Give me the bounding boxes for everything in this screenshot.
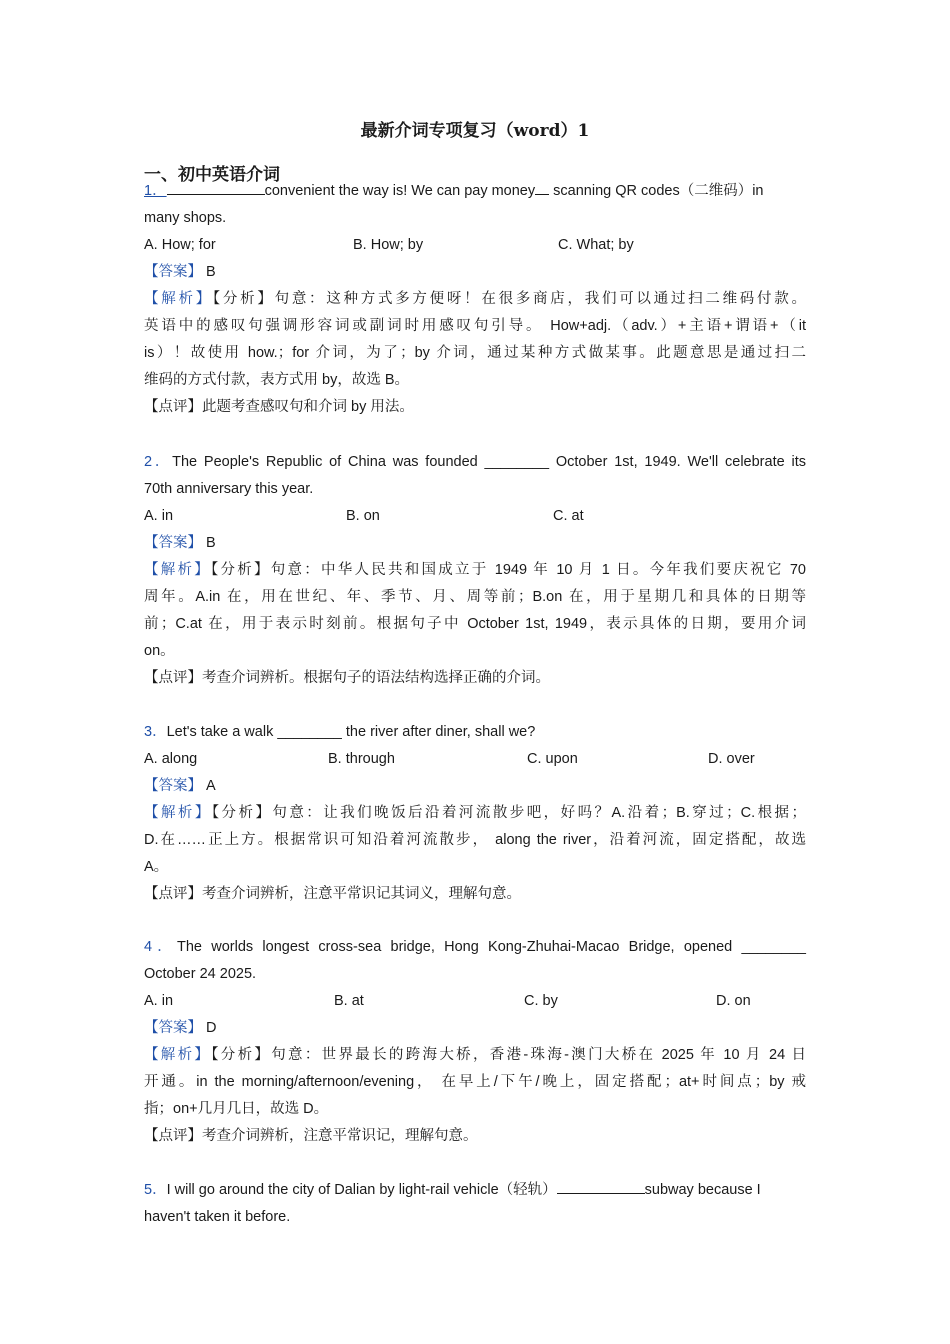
question-4-stem: 4．The worlds longest cross-sea bridge, Hong Kong-Zhuhai-Macao Bridge, opened ________	[144, 939, 806, 955]
analysis-line: 前；C.at 在，用于表示时刻前。根据句子中 October 1st, 1949，表示具体的日期，要用介词	[144, 616, 806, 632]
analysis-line: A。	[144, 859, 169, 875]
option-c: C. upon	[527, 751, 578, 767]
analysis-line: D.在……正上方。根据常识可知沿着河流散步， along the river，沿着河流，固定搭配，故选	[144, 832, 806, 848]
analysis-line: on。	[144, 643, 175, 659]
section-heading: 一、初中英语介词	[144, 165, 280, 185]
question-1-stem-cont: many shops.	[144, 210, 227, 226]
option-d: D. on	[716, 993, 751, 1009]
question-number: 5．	[144, 1182, 167, 1198]
analysis-line: 周年。A.in 在，用在世纪、年、季节、月、周等前；B.on 在，用于星期几和具体的日期等	[144, 589, 806, 605]
analysis-line: 开通。in the morning/afternoon/evening， 在早上/下午/晚上，固定搭配；at+时间点；by 戒	[144, 1074, 806, 1090]
analysis-line: 英语中的感叹句强调形容词或副词时用感叹句引导。 How+adj.（adv.）+主语+谓语+（it	[144, 318, 806, 334]
question-2-stem-cont: 70th anniversary this year.	[144, 481, 314, 497]
question-3-comment: 【点评】考查介词辨析，注意平常识记其词义，理解句意。	[144, 886, 521, 902]
question-3-stem: 3．Let's take a walk ________ the river after diner, shall we?	[144, 724, 536, 740]
question-1-comment: 【点评】此题考查感叹句和介词 by 用法。	[144, 399, 414, 415]
question-4-comment: 【点评】考查介词辨析，注意平常识记，理解句意。	[144, 1128, 478, 1144]
question-1-analysis: 【解析】【分析】句意：这种方式多方便呀！在很多商店，我们可以通过扫二维码付款。	[144, 291, 806, 307]
option-a: A. in	[144, 993, 174, 1009]
answer-blank	[557, 1179, 645, 1194]
option-a: A. in	[144, 508, 174, 524]
answer-blank	[167, 180, 265, 195]
question-5-stem: 5．I will go around the city of Dalian by light-rail vehicle（轻轨） subway because I	[144, 1177, 806, 1204]
option-b: B. How; by	[353, 237, 424, 253]
question-number: 3．	[144, 724, 167, 740]
question-1-stem: 1． convenient the way is! We can pay money scanning QR codes（二维码）in	[144, 178, 806, 205]
question-4-answer: 【答案】 D	[144, 1020, 217, 1036]
question-2-answer: 【答案】 B	[144, 535, 216, 551]
page-title: 最新介词专项复习（word）1	[360, 121, 590, 141]
option-c: C. by	[524, 993, 558, 1009]
analysis-line: 维码的方式付款，表方式用 by，故选 B。	[144, 372, 410, 388]
option-a: A. along	[144, 751, 198, 767]
question-2-comment: 【点评】考查介词辨析。根据句子的语法结构选择正确的介词。	[144, 670, 550, 686]
option-c: C. at	[553, 508, 584, 524]
question-number: 2．	[144, 454, 173, 470]
option-d: D. over	[708, 751, 755, 767]
question-2-analysis: 【解析】【分析】句意：中华人民共和国成立于 1949 年 10 月 1 日。今年我们要庆祝它 70	[144, 562, 806, 578]
option-b: B. at	[334, 993, 364, 1009]
question-3-answer: 【答案】 A	[144, 778, 216, 794]
option-b: B. through	[328, 751, 395, 767]
question-number: 1．	[144, 183, 167, 199]
analysis-line: is）！故使用 how.；for 介词，为了；by 介词，通过某种方式做某事。此题意思是通过扫二	[144, 345, 806, 361]
answer-blank	[535, 180, 549, 195]
option-b: B. on	[346, 508, 380, 524]
question-1-answer: 【答案】 B	[144, 264, 216, 280]
question-5-stem-cont: haven't taken it before.	[144, 1209, 291, 1225]
question-number: 4．	[144, 939, 178, 955]
question-3-analysis: 【解析】【分析】句意：让我们晚饭后沿着河流散步吧，好吗？A.沿着；B.穿过；C.根据；	[144, 805, 806, 821]
question-4-analysis: 【解析】【分析】句意：世界最长的跨海大桥，香港-珠海-澳门大桥在 2025 年 10 月 24 日	[144, 1047, 807, 1063]
analysis-line: 指；on+几月几日，故选 D。	[144, 1101, 329, 1117]
question-4-stem-cont: October 24 2025.	[144, 966, 257, 982]
question-2-stem: 2．The People's Republic of China was founded ________ October 1st, 1949. We'll celebrate its	[144, 454, 806, 470]
option-c: C. What; by	[558, 237, 634, 253]
option-a: A. How; for	[144, 237, 216, 253]
